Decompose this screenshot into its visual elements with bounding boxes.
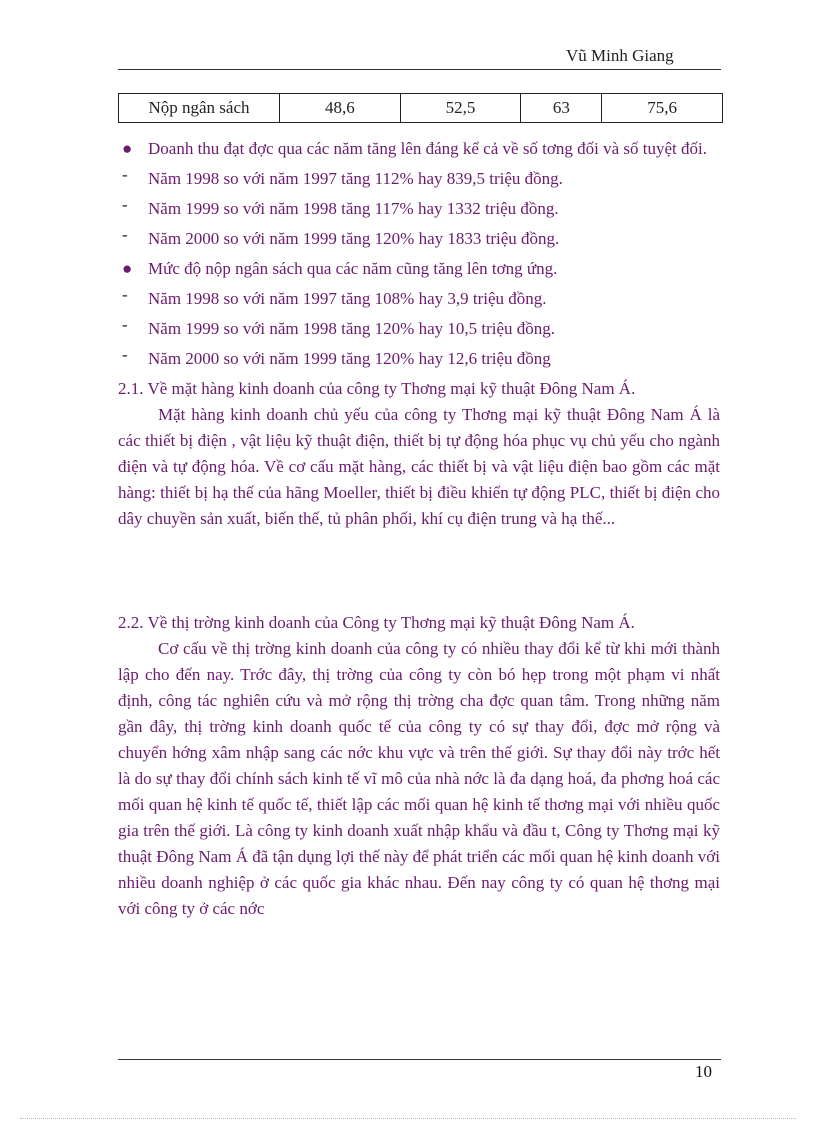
list-item xyxy=(118,136,720,162)
section-heading-2-2: 2.2. Về thị trờng kinh doanh của Công ty Thơng mại kỹ thuật Đông Nam Á. xyxy=(118,613,635,632)
list-item xyxy=(118,256,720,282)
body-content xyxy=(118,136,720,922)
section-spacer xyxy=(118,532,720,610)
page-edge-dots xyxy=(20,1118,796,1119)
dash-icon: - xyxy=(122,315,128,334)
budget-item: Năm 1999 so với năm 1998 tăng 120% hay 10,5 triệu đồng. xyxy=(148,319,556,338)
header-divider xyxy=(118,69,721,70)
revenue-item: Năm 2000 so với năm 1999 tăng 120% hay 1833 triệu đồng. xyxy=(148,229,560,248)
table-cell: 48,6 xyxy=(280,94,401,123)
list-item xyxy=(118,166,720,192)
section-heading-2-1: 2.1. Về mặt hàng kinh doanh của công ty Thơng mại kỹ thuật Đông Nam Á. xyxy=(118,379,636,398)
dash-icon: - xyxy=(122,285,128,304)
list-item xyxy=(118,226,720,252)
dash-icon: - xyxy=(122,225,128,244)
dash-icon: - xyxy=(122,195,128,214)
table-row-label: Nộp ngân sách xyxy=(119,94,280,123)
budget-item: Năm 2000 so với năm 1999 tăng 120% hay 12,6 triệu đồng xyxy=(148,349,551,368)
bullet-dot-icon: ● xyxy=(122,259,133,278)
budget-item: Năm 1998 so với năm 1997 tăng 108% hay 3,9 triệu đồng. xyxy=(148,289,547,308)
dash-icon: - xyxy=(122,165,128,184)
section-paragraph-2-2: Cơ cấu về thị trờng kinh doanh của công ty có nhiều thay đổi kể từ khi mới thành lập cho đến nay. Trớc đây, thị trờng của công ty còn bó hẹp trong một phạm vi nhất định, công tác nghiên cứu và mở rộng thị trờng cha đợc quan tâm. Trong những năm gần đây, thị trờng kinh doanh quốc tế của công ty có sự thay đổi, đợc mở rộng và chuyển hớng xâm nhập sang các nớc khu vực và trên thế giới. Sự thay đổi này trớc hết là do sự thay đổi chính sách kinh tế vĩ mô của nhà nớc là đa dạng hoá, đa phơng hoá các mối quan hệ kinh tế quốc tế, thiết lập các mối quan hệ kinh tế thơng mại với nhiều quốc gia trên thế giới. Là công ty kinh doanh xuất nhập khẩu và đầu t, Công ty Thơng mại kỹ thuật Đông Nam Á đã tận dụng lợi thế này để phát triển các mối quan hệ kinh doanh với nhiều doanh nghiệp ở các quốc gia khác nhau. Đến nay công ty có quan hệ thơng mại với công ty ở các nớc xyxy=(118,639,720,918)
table-cell: 52,5 xyxy=(400,94,521,123)
list-item xyxy=(118,196,720,222)
header-author: Vũ Minh Giang xyxy=(566,46,674,65)
budget-intro: Mức độ nộp ngân sách qua các năm cũng tăng lên tơng ứng. xyxy=(148,259,558,278)
footer-divider xyxy=(118,1059,721,1060)
revenue-item: Năm 1999 so với năm 1998 tăng 117% hay 1332 triệu đồng. xyxy=(148,199,559,218)
dash-icon: - xyxy=(122,345,128,364)
revenue-intro: Doanh thu đạt đợc qua các năm tăng lên đáng kể cả về số tơng đối và số tuyệt đối. xyxy=(148,139,707,158)
budget-table xyxy=(118,93,723,123)
list-item xyxy=(118,346,720,372)
bullet-dot-icon: ● xyxy=(122,139,133,158)
section-paragraph-2-1: Mặt hàng kinh doanh chủ yếu của công ty Thơng mại kỹ thuật Đông Nam Á là các thiết bị điện , vật liệu kỹ thuật điện, thiết bị tự động hóa phục vụ chủ yếu cho ngành điện và tự động hóa. Về cơ cấu mặt hàng, các thiết bị và vật liệu điện bao gồm các mặt hàng: thiết bị hạ thế của hãng Moeller, thiết bị điều khiển tự động PLC, thiết bị điện cho dây chuyền sản xuất, biến thế, tủ phân phối, khí cụ điện trung và hạ thế... xyxy=(118,405,720,528)
table-cell: 63 xyxy=(521,94,602,123)
revenue-item: Năm 1998 so với năm 1997 tăng 112% hay 839,5 triệu đồng. xyxy=(148,169,563,188)
list-item xyxy=(118,316,720,342)
page-number: 10 xyxy=(695,1062,712,1081)
table-cell: 75,6 xyxy=(602,94,723,123)
table-row xyxy=(119,94,723,123)
list-item xyxy=(118,286,720,312)
